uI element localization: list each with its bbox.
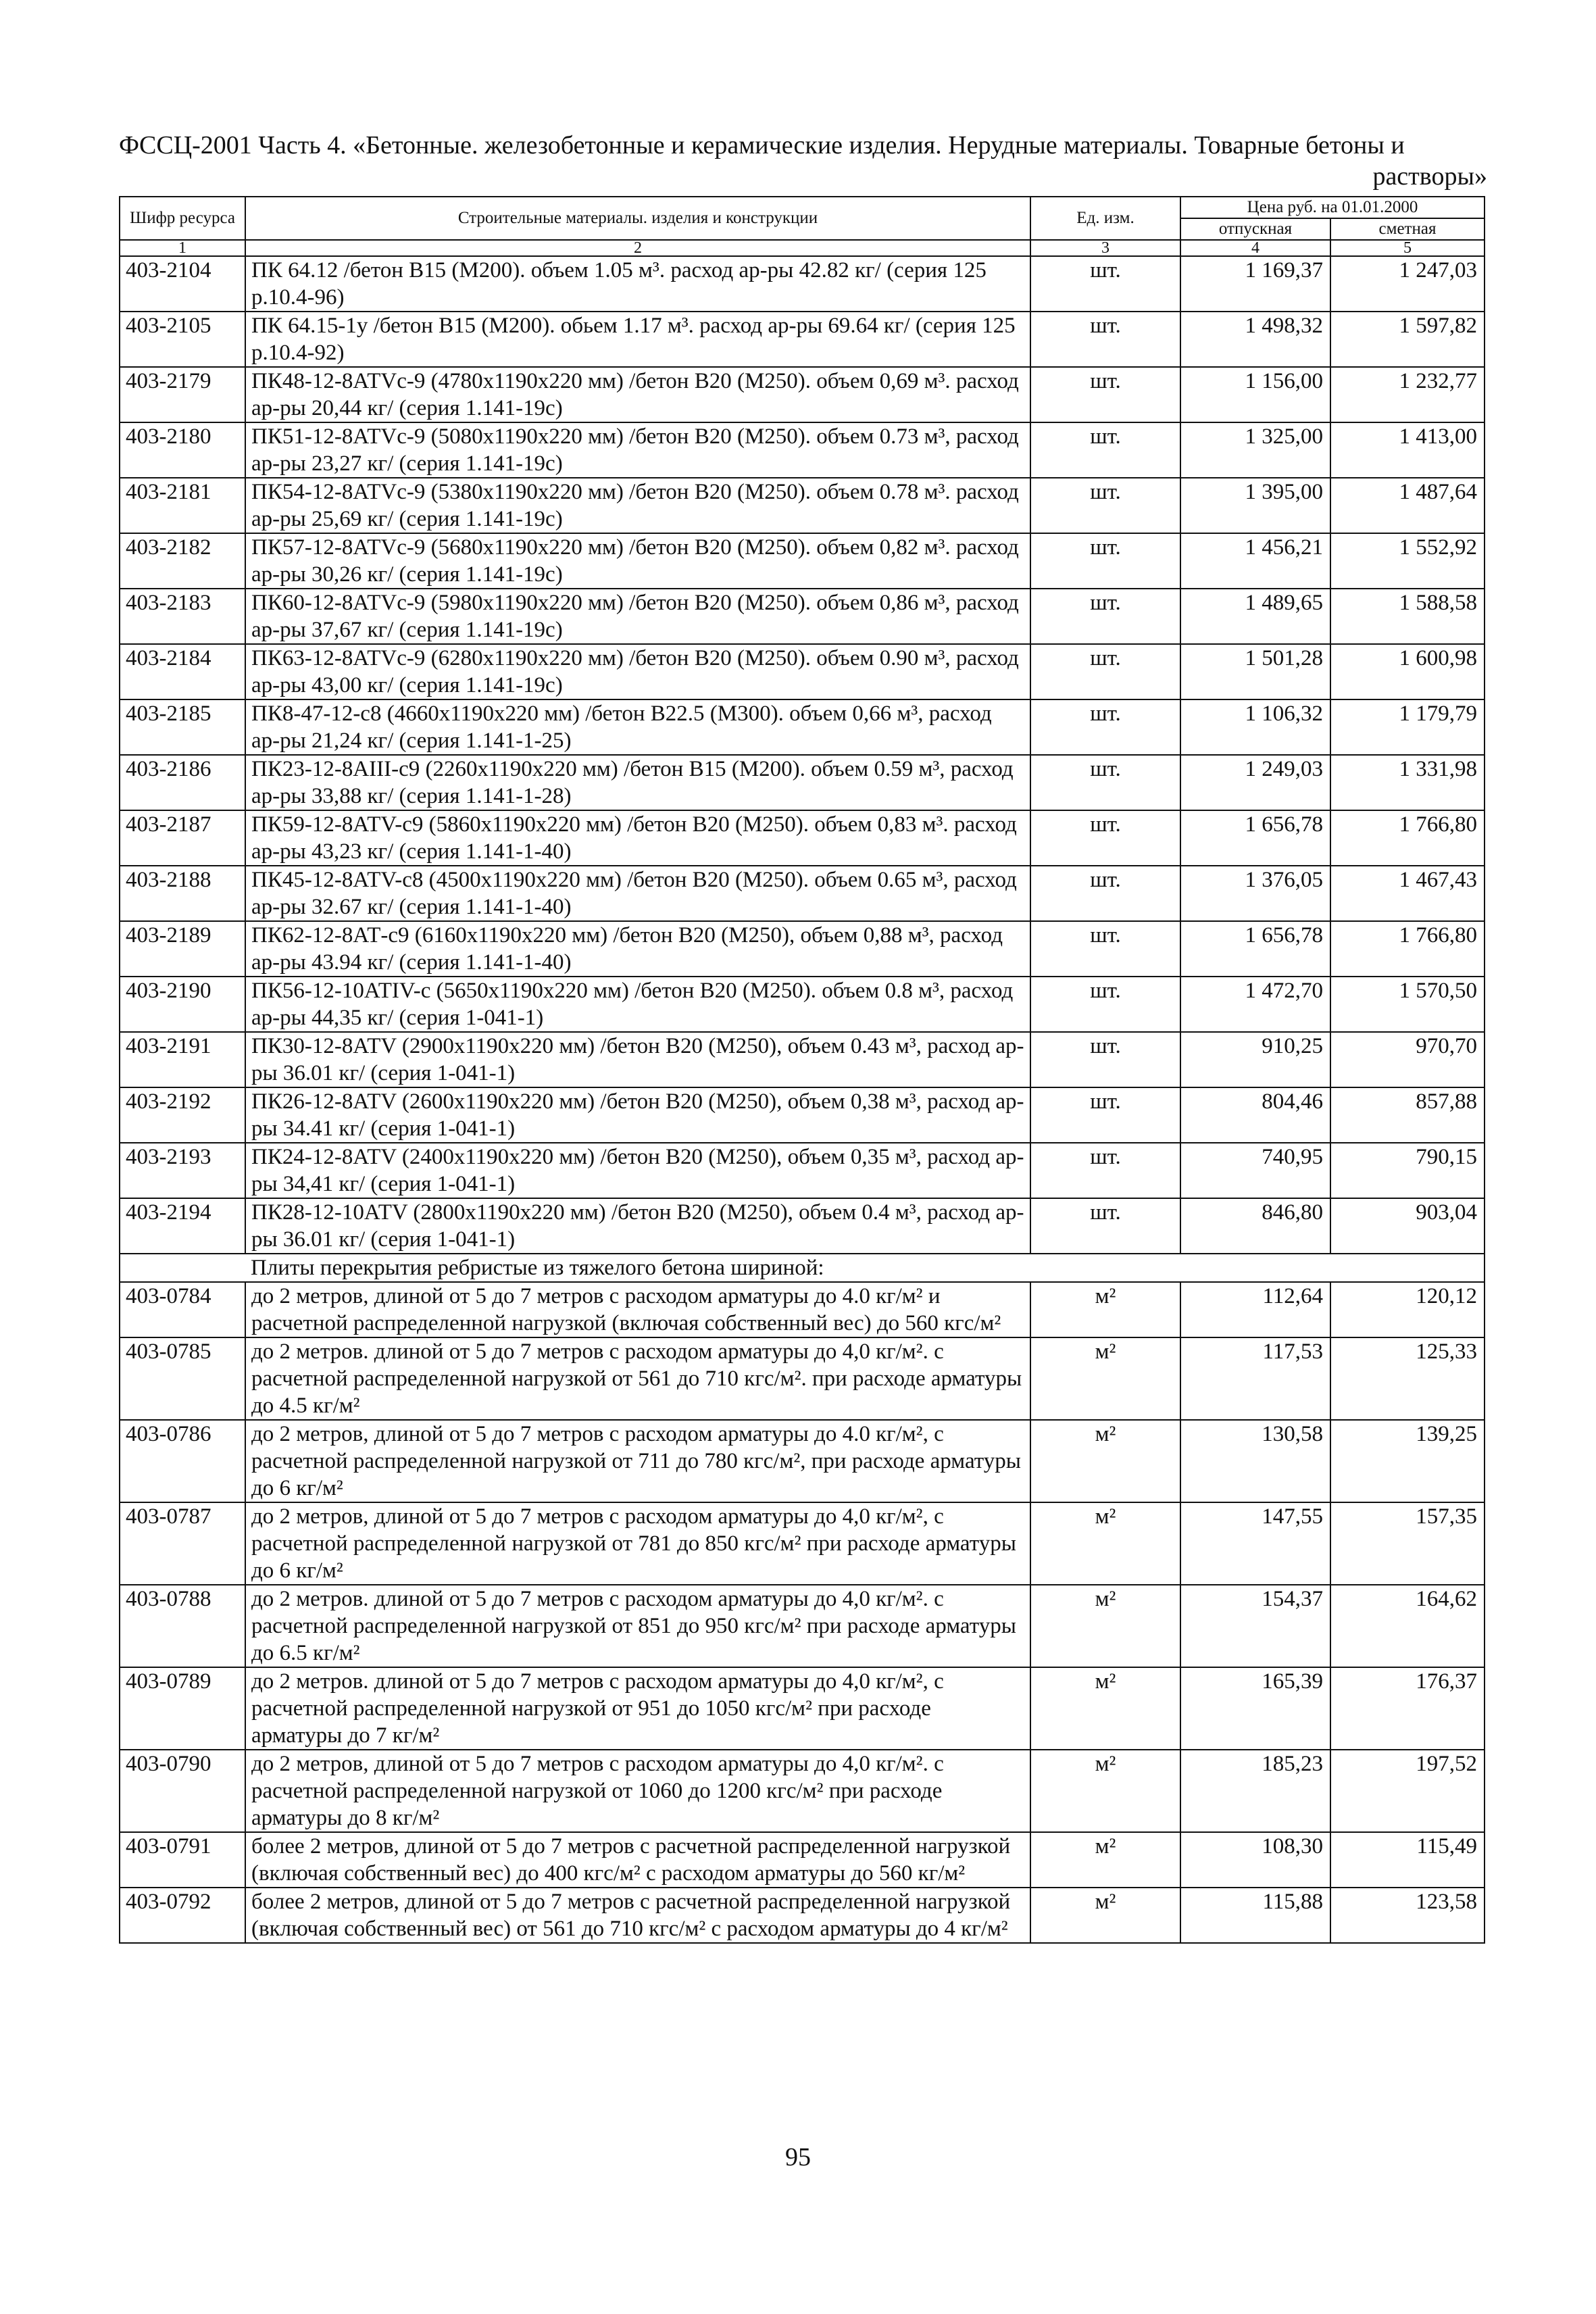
row-price-release: 117,53 xyxy=(1180,1337,1330,1420)
row-price-estimate: 1 600,98 xyxy=(1330,644,1485,699)
row-price-estimate: 1 766,80 xyxy=(1330,810,1485,866)
row-code: 403-2194 xyxy=(120,1198,245,1254)
table-row xyxy=(120,921,1485,977)
row-price-release: 1 395,00 xyxy=(1180,478,1330,533)
row-price-estimate: 120,12 xyxy=(1330,1282,1485,1337)
row-description: ПК28-12-10АТV (2800х1190х220 мм) /бетон В20 (М250), объем 0.4 м³, расход ар-ры 36.01 кг/ (серия 1-041-1) xyxy=(245,1198,1030,1254)
price-table xyxy=(119,196,1485,1944)
row-price-estimate: 1 247,03 xyxy=(1330,256,1485,312)
row-description: ПК48-12-8АТVс-9 (4780х1190х220 мм) /бетон В20 (М250). объем 0,69 м³. расход ар-ры 20,44 кг/ (серия 1.141-19с) xyxy=(245,367,1030,422)
row-code: 403-2191 xyxy=(120,1032,245,1087)
col-number: 1 xyxy=(120,240,245,256)
row-code: 403-0786 xyxy=(120,1420,245,1502)
row-price-estimate: 157,35 xyxy=(1330,1502,1485,1585)
row-price-release: 1 156,00 xyxy=(1180,367,1330,422)
row-price-estimate: 139,25 xyxy=(1330,1420,1485,1502)
row-description: ПК56-12-10АТIV-с (5650х1190х220 мм) /бетон В20 (М250). объем 0.8 м³, расход ар-ры 44,35 кг/ (серия 1-041-1) xyxy=(245,977,1030,1032)
row-description: более 2 метров, длиной от 5 до 7 метров с расчетной распределенной нагрузкой (включая собственный вес) до 400 кгс/м² с расходом арматуры до 560 кг/м² xyxy=(245,1832,1030,1888)
row-unit: м² xyxy=(1030,1502,1180,1585)
row-description: ПК57-12-8АТVс-9 (5680х1190х220 мм) /бетон В20 (М250). объем 0,82 м³. расход ар-ры 30,26 кг/ (серия 1.141-19с) xyxy=(245,533,1030,589)
row-code: 403-2182 xyxy=(120,533,245,589)
row-code: 403-2183 xyxy=(120,589,245,644)
row-code: 403-2184 xyxy=(120,644,245,699)
row-unit: м² xyxy=(1030,1832,1180,1888)
row-price-release: 1 249,03 xyxy=(1180,755,1330,810)
row-price-estimate: 1 179,79 xyxy=(1330,699,1485,755)
row-description: ПК62-12-8АТ-с9 (6160х1190х220 мм) /бетон В20 (М250), объем 0,88 м³, расход ар-ры 43.94 кг/ (серия 1.141-1-40) xyxy=(245,921,1030,977)
row-code: 403-2185 xyxy=(120,699,245,755)
row-description: до 2 метров, длиной от 5 до 7 метров с расходом арматуры до 4.0 кг/м² и расчетной распределенной нагрузкой (включая собственный вес) до 560 кгс/м² xyxy=(245,1282,1030,1337)
row-code: 403-0790 xyxy=(120,1750,245,1832)
row-price-release: 1 656,78 xyxy=(1180,810,1330,866)
row-code: 403-2187 xyxy=(120,810,245,866)
row-code: 403-2179 xyxy=(120,367,245,422)
row-code: 403-2193 xyxy=(120,1143,245,1198)
row-price-release: 1 498,32 xyxy=(1180,312,1330,367)
row-description: до 2 метров, длиной от 5 до 7 метров с расходом арматуры до 4.0 кг/м², с расчетной распределенной нагрузкой от 711 до 780 кгс/м², при расходе арматуры до 6 кг/м² xyxy=(245,1420,1030,1502)
row-unit: шт. xyxy=(1030,478,1180,533)
row-description: ПК54-12-8АТVс-9 (5380х1190х220 мм) /бетон В20 (М250). объем 0.78 м³. расход ар-ры 25,69 кг/ (серия 1.141-19с) xyxy=(245,478,1030,533)
page-header xyxy=(119,130,1487,192)
column-number-row xyxy=(120,240,1485,256)
row-code: 403-0787 xyxy=(120,1502,245,1585)
row-unit: шт. xyxy=(1030,1143,1180,1198)
table-row xyxy=(120,589,1485,644)
col-header-price-group: Цена руб. на 01.01.2000 xyxy=(1180,197,1485,218)
row-unit: шт. xyxy=(1030,810,1180,866)
row-price-release: 804,46 xyxy=(1180,1087,1330,1143)
row-price-release: 1 456,21 xyxy=(1180,533,1330,589)
row-price-estimate: 1 413,00 xyxy=(1330,422,1485,478)
table-row xyxy=(120,256,1485,312)
row-unit: м² xyxy=(1030,1282,1180,1337)
row-price-release: 1 325,00 xyxy=(1180,422,1330,478)
table-row xyxy=(120,699,1485,755)
row-price-estimate: 1 766,80 xyxy=(1330,921,1485,977)
table-row xyxy=(120,1032,1485,1087)
row-price-estimate: 1 552,92 xyxy=(1330,533,1485,589)
row-unit: м² xyxy=(1030,1667,1180,1750)
row-description: до 2 метров. длиной от 5 до 7 метров с расходом арматуры до 4,0 кг/м². с расчетной распределенной нагрузкой от 851 до 950 кгс/м² при расходе арматуры до 6.5 кг/м² xyxy=(245,1585,1030,1667)
table-row xyxy=(120,367,1485,422)
row-price-estimate: 1 597,82 xyxy=(1330,312,1485,367)
row-unit: шт. xyxy=(1030,644,1180,699)
row-code: 403-2190 xyxy=(120,977,245,1032)
row-price-release: 130,58 xyxy=(1180,1420,1330,1502)
table-row xyxy=(120,1832,1485,1888)
row-description: более 2 метров, длиной от 5 до 7 метров с расчетной распределенной нагрузкой (включая собственный вес) от 561 до 710 кгс/м² с расходом арматуры до 4 кг/м² xyxy=(245,1888,1030,1943)
row-description: ПК60-12-8АТVс-9 (5980х1190х220 мм) /бетон В20 (М250). объем 0,86 м³, расход ар-ры 37,67 кг/ (серия 1.141-19с) xyxy=(245,589,1030,644)
row-price-release: 1 501,28 xyxy=(1180,644,1330,699)
row-description: до 2 метров. длиной от 5 до 7 метров с расходом арматуры до 4,0 кг/м², с расчетной распределенной нагрузкой от 951 до 1050 кгс/м² при расходе арматуры до 7 кг/м² xyxy=(245,1667,1030,1750)
table-row xyxy=(120,644,1485,699)
row-description: ПК 64.15-1у /бетон В15 (М200). обьем 1.17 м³. расход ар-ры 69.64 кг/ (серия 125 р.10.4-92) xyxy=(245,312,1030,367)
row-code: 403-2180 xyxy=(120,422,245,478)
row-price-estimate: 115,49 xyxy=(1330,1832,1485,1888)
table-row xyxy=(120,1585,1485,1667)
row-code: 403-2189 xyxy=(120,921,245,977)
row-price-release: 1 106,32 xyxy=(1180,699,1330,755)
row-price-estimate: 970,70 xyxy=(1330,1032,1485,1087)
table-row xyxy=(120,533,1485,589)
row-price-release: 846,80 xyxy=(1180,1198,1330,1254)
row-unit: м² xyxy=(1030,1420,1180,1502)
row-price-estimate: 176,37 xyxy=(1330,1667,1485,1750)
page-number: 95 xyxy=(785,2143,811,2171)
table-row xyxy=(120,866,1485,921)
row-code: 403-0788 xyxy=(120,1585,245,1667)
row-unit: шт. xyxy=(1030,256,1180,312)
row-description: ПК8-47-12-с8 (4660х1190х220 мм) /бетон В22.5 (М300). объем 0,66 м³, расход ар-ры 21,24 кг/ (серия 1.141-1-25) xyxy=(245,699,1030,755)
row-code: 403-0784 xyxy=(120,1282,245,1337)
table-row xyxy=(120,1337,1485,1420)
row-price-release: 1 489,65 xyxy=(1180,589,1330,644)
row-price-estimate: 125,33 xyxy=(1330,1337,1485,1420)
row-price-estimate: 1 467,43 xyxy=(1330,866,1485,921)
row-unit: м² xyxy=(1030,1750,1180,1832)
row-code: 403-2181 xyxy=(120,478,245,533)
col-header-unit: Ед. изм. xyxy=(1030,197,1180,240)
row-price-release: 147,55 xyxy=(1180,1502,1330,1585)
row-price-release: 1 376,05 xyxy=(1180,866,1330,921)
row-price-estimate: 123,58 xyxy=(1330,1888,1485,1943)
table-row xyxy=(120,755,1485,810)
table-row xyxy=(120,977,1485,1032)
col-number: 4 xyxy=(1180,240,1330,256)
table-row xyxy=(120,1750,1485,1832)
row-unit: шт. xyxy=(1030,921,1180,977)
col-header-price-release: отпускная xyxy=(1180,218,1330,240)
row-unit: шт. xyxy=(1030,589,1180,644)
row-price-release: 115,88 xyxy=(1180,1888,1330,1943)
row-description: ПК26-12-8АТV (2600х1190х220 мм) /бетон В20 (М250), объем 0,38 м³, расход ар-ры 34.41 кг/ (серия 1-041-1) xyxy=(245,1087,1030,1143)
row-code: 403-2104 xyxy=(120,256,245,312)
row-unit: м² xyxy=(1030,1888,1180,1943)
row-description: до 2 метров. длиной от 5 до 7 метров с расходом арматуры до 4,0 кг/м². с расчетной распределенной нагрузкой от 561 до 710 кгс/м². при расходе арматуры до 4.5 кг/м² xyxy=(245,1337,1030,1420)
row-unit: шт. xyxy=(1030,755,1180,810)
header-title-line2: растворы» xyxy=(1372,162,1487,191)
row-price-release: 740,95 xyxy=(1180,1143,1330,1198)
row-price-release: 112,64 xyxy=(1180,1282,1330,1337)
section-title: Плиты перекрытия ребристые из тяжелого бетона шириной: xyxy=(245,1254,1485,1282)
row-unit: шт. xyxy=(1030,367,1180,422)
row-price-release: 1 169,37 xyxy=(1180,256,1330,312)
row-unit: м² xyxy=(1030,1337,1180,1420)
row-description: ПК30-12-8АТV (2900х1190х220 мм) /бетон В20 (М250), объем 0.43 м³, расход ар-ры 36.01 кг/ (серия 1-041-1) xyxy=(245,1032,1030,1087)
row-price-estimate: 1 588,58 xyxy=(1330,589,1485,644)
row-price-estimate: 790,15 xyxy=(1330,1143,1485,1198)
row-price-estimate: 1 487,64 xyxy=(1330,478,1485,533)
table-row xyxy=(120,1198,1485,1254)
col-header-code: Шифр ресурса xyxy=(120,197,245,240)
row-price-estimate: 857,88 xyxy=(1330,1087,1485,1143)
table-row xyxy=(120,422,1485,478)
header-title-line1: ФССЦ-2001 Часть 4. «Бетонные. железобетонные и керамические изделия. Нерудные материалы. Товарные бетоны и xyxy=(119,131,1405,159)
row-description: ПК63-12-8АТVс-9 (6280х1190х220 мм) /бетон В20 (М250). объем 0.90 м³, расход ар-ры 43,00 кг/ (серия 1.141-19с) xyxy=(245,644,1030,699)
table-row xyxy=(120,478,1485,533)
row-description: до 2 метров, длиной от 5 до 7 метров с расходом арматуры до 4,0 кг/м². с расчетной распределенной нагрузкой от 1060 до 1200 кгс/м² при расходе арматуры до 8 кг/м² xyxy=(245,1750,1030,1832)
table-row xyxy=(120,1888,1485,1943)
section-spacer xyxy=(120,1254,245,1282)
row-unit: шт. xyxy=(1030,533,1180,589)
table-row xyxy=(120,1087,1485,1143)
row-code: 403-2186 xyxy=(120,755,245,810)
row-price-release: 1 656,78 xyxy=(1180,921,1330,977)
table-row xyxy=(120,1282,1485,1337)
row-price-release: 910,25 xyxy=(1180,1032,1330,1087)
col-number: 5 xyxy=(1330,240,1485,256)
row-price-estimate: 1 570,50 xyxy=(1330,977,1485,1032)
row-description: ПК59-12-8АТV-с9 (5860х1190х220 мм) /бетон В20 (М250). объем 0,83 м³. расход ар-ры 43,23 кг/ (серия 1.141-1-40) xyxy=(245,810,1030,866)
row-description: ПК23-12-8АIII-с9 (2260х1190х220 мм) /бетон В15 (М200). объем 0.59 м³, расход ар-ры 33,88 кг/ (серия 1.141-1-28) xyxy=(245,755,1030,810)
row-unit: шт. xyxy=(1030,1198,1180,1254)
row-code: 403-2188 xyxy=(120,866,245,921)
col-header-price-estimate: сметная xyxy=(1330,218,1485,240)
col-number: 2 xyxy=(245,240,1030,256)
row-description: ПК51-12-8АТVс-9 (5080х1190х220 мм) /бетон В20 (М250). объем 0.73 м³, расход ар-ры 23,27 кг/ (серия 1.141-19с) xyxy=(245,422,1030,478)
row-description: до 2 метров, длиной от 5 до 7 метров с расходом арматуры до 4,0 кг/м², с расчетной распределенной нагрузкой от 781 до 850 кгс/м² при расходе арматуры до 6 кг/м² xyxy=(245,1502,1030,1585)
row-code: 403-0791 xyxy=(120,1832,245,1888)
row-description: ПК 64.12 /бетон В15 (М200). объем 1.05 м³. расход ар-ры 42.82 кг/ (серия 125 р.10.4-96) xyxy=(245,256,1030,312)
row-price-estimate: 903,04 xyxy=(1330,1198,1485,1254)
row-code: 403-2192 xyxy=(120,1087,245,1143)
row-description: ПК45-12-8АТV-с8 (4500х1190х220 мм) /бетон В20 (М250). объем 0.65 м³, расход ар-ры 32.67 кг/ (серия 1.141-1-40) xyxy=(245,866,1030,921)
col-number: 3 xyxy=(1030,240,1180,256)
row-price-release: 165,39 xyxy=(1180,1667,1330,1750)
row-price-release: 108,30 xyxy=(1180,1832,1330,1888)
table-body-products xyxy=(120,256,1485,1254)
row-code: 403-0792 xyxy=(120,1888,245,1943)
table-row xyxy=(120,1667,1485,1750)
row-code: 403-0785 xyxy=(120,1337,245,1420)
row-unit: шт. xyxy=(1030,1087,1180,1143)
table-row xyxy=(120,1143,1485,1198)
row-unit: м² xyxy=(1030,1585,1180,1667)
row-price-release: 154,37 xyxy=(1180,1585,1330,1667)
row-price-estimate: 1 232,77 xyxy=(1330,367,1485,422)
row-unit: шт. xyxy=(1030,866,1180,921)
table-section xyxy=(120,1254,1485,1282)
table-row xyxy=(120,312,1485,367)
row-unit: шт. xyxy=(1030,699,1180,755)
table-row xyxy=(120,1420,1485,1502)
table-row xyxy=(120,1502,1485,1585)
row-price-estimate: 1 331,98 xyxy=(1330,755,1485,810)
section-row xyxy=(120,1254,1485,1282)
row-unit: шт. xyxy=(1030,1032,1180,1087)
row-code: 403-2105 xyxy=(120,312,245,367)
row-price-estimate: 197,52 xyxy=(1330,1750,1485,1832)
col-header-name: Строительные материалы. изделия и конструкции xyxy=(245,197,1030,240)
row-unit: шт. xyxy=(1030,422,1180,478)
row-unit: шт. xyxy=(1030,312,1180,367)
row-price-release: 185,23 xyxy=(1180,1750,1330,1832)
row-price-estimate: 164,62 xyxy=(1330,1585,1485,1667)
row-price-release: 1 472,70 xyxy=(1180,977,1330,1032)
row-unit: шт. xyxy=(1030,977,1180,1032)
row-description: ПК24-12-8АТV (2400х1190х220 мм) /бетон В20 (М250), объем 0,35 м³, расход ар-ры 34,41 кг/ (серия 1-041-1) xyxy=(245,1143,1030,1198)
table-row xyxy=(120,810,1485,866)
row-code: 403-0789 xyxy=(120,1667,245,1750)
table-body-slabs xyxy=(120,1282,1485,1943)
